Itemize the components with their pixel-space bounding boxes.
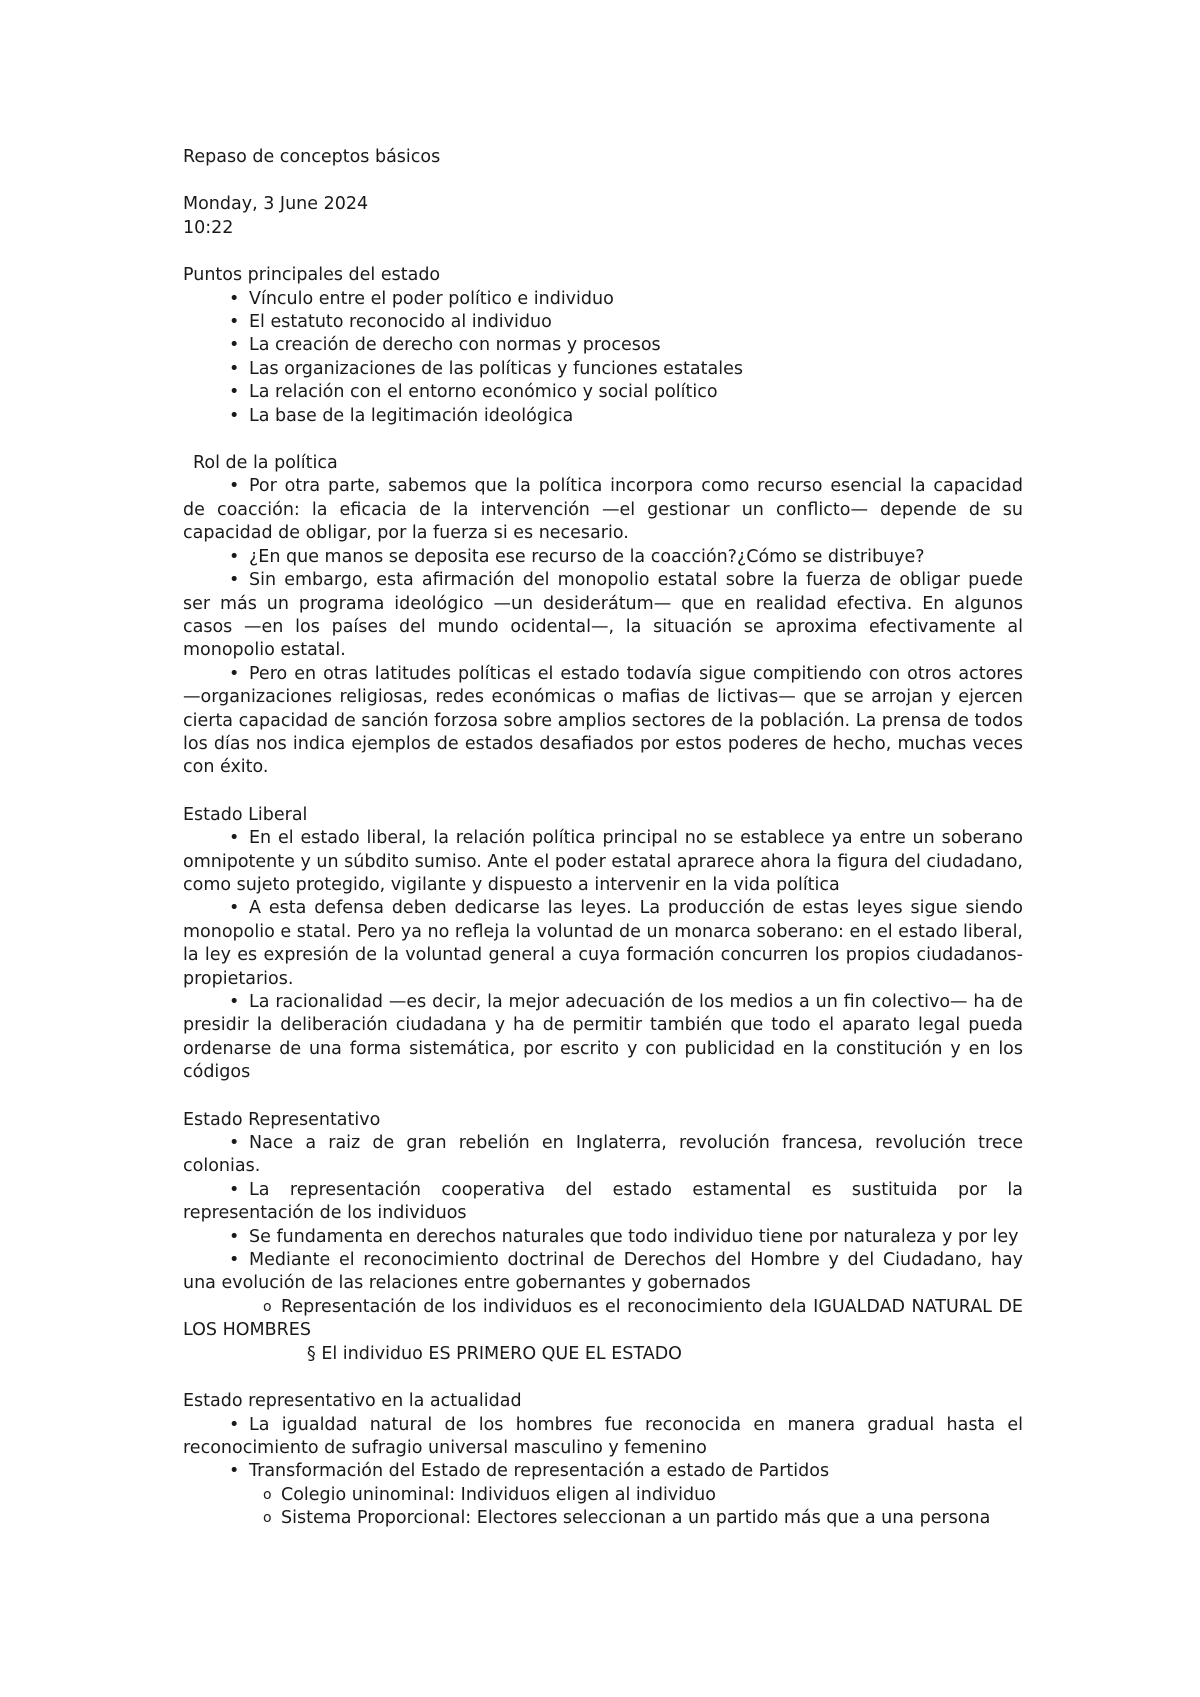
bullet-item: • La representación cooperativa del estado estamental es sustituida por la representación de los individuos (183, 1179, 1023, 1226)
bullet-item: • Vínculo entre el poder político e individuo (183, 288, 1023, 311)
section-heading-liberal: Estado Liberal (183, 804, 308, 825)
bullet-item: • ¿En que manos se deposita ese recurso de la coacción?¿Cómo se distribuye? (183, 546, 1023, 569)
bullet-item: • El estatuto reconocido al individuo (183, 311, 1023, 334)
bullet-item: • Por otra parte, sabemos que la política incorpora como recurso esencial la capacidad de coacción: la eficacia de la intervención —el gestionar un conflicto— depende de su capacidad de obligar, por la fuerza si es necesario. (183, 475, 1023, 545)
bullet-item: • Sin embargo, esta afirmación del monopolio estatal sobre la fuerza de obligar puede ser más un programa ideológico —un desiderátum— que en realidad efectiva. En algunos casos —en los países del mundo ocidental—, la situación se aproxima efectivamente al monopolio estatal. (183, 569, 1023, 663)
bullet-item: • Se fundamenta en derechos naturales que todo individuo tiene por naturaleza y por ley (183, 1226, 1023, 1249)
bullet-item: • Pero en otras latitudes políticas el estado todavía sigue compitiendo con otros actores —organizaciones religiosas, redes económicas o mafias de lictivas— que se arrojan y ejercen cierta capacidad de sanción forzosa sobre amplios sectores de la población. La prensa de todos los días nos indica ejemplos de estados desafiados por estos poderes de hecho, muchas veces con éxito. (183, 663, 1023, 780)
section-heading-representativo: Estado Representativo (183, 1109, 381, 1130)
bullet-item: • La relación con el entorno económico y social político (183, 381, 1023, 404)
bullet-item: • Nace a raiz de gran rebelión en Inglaterra, revolución francesa, revolución trece colonias. (183, 1132, 1023, 1179)
bullet-item: • Las organizaciones de las políticas y funciones estatales (183, 358, 1023, 381)
bullet-item: • Transformación del Estado de representación a estado de Partidos (183, 1460, 1023, 1483)
sub-sub-bullet-item: § El individuo ES PRIMERO QUE EL ESTADO (307, 1343, 682, 1364)
sub-bullet-item: o Representación de los individuos es el reconocimiento dela IGUALDAD NATURAL DE LOS HOMBRES (183, 1296, 1023, 1343)
note-page (183, 146, 1023, 1531)
bullet-item: • La creación de derecho con normas y procesos (183, 334, 1023, 357)
bullet-item: • La base de la legitimación ideológica (183, 405, 1023, 428)
note-title: Repaso de conceptos básicos (183, 147, 441, 167)
bullet-item: • En el estado liberal, la relación política principal no se establece ya entre un soberano omnipotente y un súbdito sumiso. Ante el poder estatal aprarece ahora la figura del ciudadano, como sujeto protegido, vigilante y dispuesto a intervenir en la vida política (183, 827, 1023, 897)
bullet-item: • A esta defensa deben dedicarse las leyes. La producción de estas leyes sigue siendo monopolio e statal. Pero ya no refleja la voluntad de un monarca soberano: en el estado liberal, la ley es expresión de la voluntad general a cuya formación concurren los propios ciudadanos-propietarios. (183, 897, 1023, 991)
section-heading-rol: Rol de la política (193, 453, 338, 474)
sub-bullet-item: o Sistema Proporcional: Electores seleccionan a un partido más que a una persona (183, 1507, 1023, 1530)
note-time: 10:22 (183, 217, 234, 238)
bullet-item: • La racionalidad —es decir, la mejor adecuación de los medios a un fin colectivo— ha de presidir la deliberación ciudadana y ha de permitir también que todo el aparato legal pueda ordenarse de una forma sistemática, por escrito y con publicidad en la constitución y en los códigos (183, 991, 1023, 1085)
bullet-item: • La igualdad natural de los hombres fue reconocida en manera gradual hasta el reconocimiento de sufragio universal masculino y femenino (183, 1414, 1023, 1461)
section-heading-actualidad: Estado representativo en la actualidad (183, 1391, 522, 1412)
section-heading-puntos: Puntos principales del estado (183, 265, 441, 286)
note-date: Monday, 3 June 2024 (183, 194, 369, 215)
sub-bullet-item: o Colegio uninominal: Individuos eligen al individuo (183, 1484, 1023, 1507)
bullet-item: • Mediante el reconocimiento doctrinal de Derechos del Hombre y del Ciudadano, hay una evolución de las relaciones entre gobernantes y gobernados (183, 1249, 1023, 1296)
